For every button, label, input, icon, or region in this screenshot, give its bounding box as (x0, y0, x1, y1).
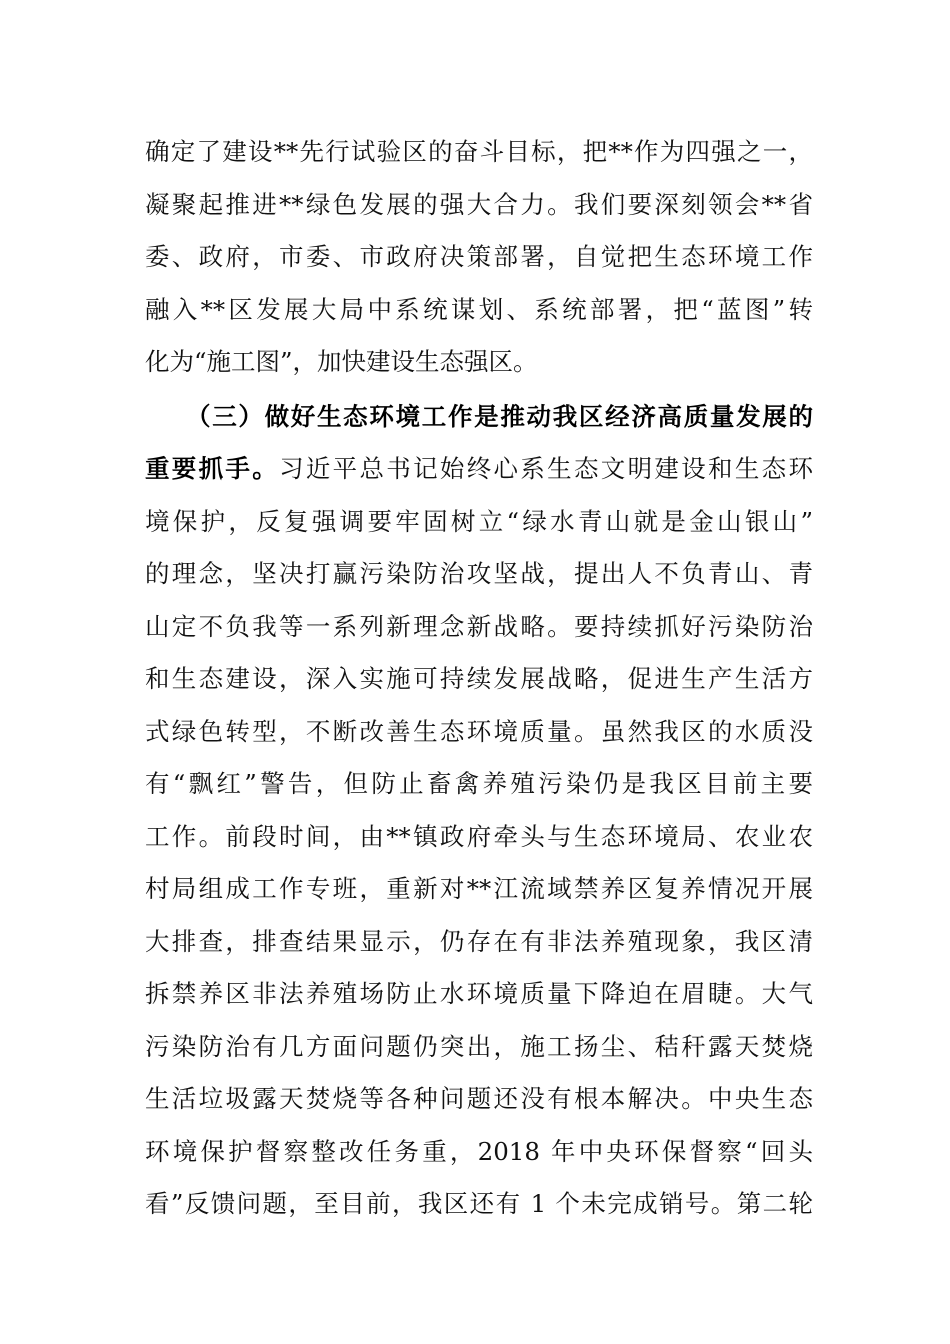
paragraph-2-line (145, 443, 813, 496)
paragraph-2-line: 看”反馈问题，至目前，我区还有 1 个未完成销号。第二轮 (145, 1189, 813, 1218)
paragraph-2-line: 山定不负我等一系列新理念新战略。要持续抓好污染防治 (145, 611, 813, 641)
section-heading: （三）做好生态环境工作是推动我区经济高质量发展的 (186, 401, 813, 431)
paragraph-2-line: 生活垃圾露天焚烧等各种问题还没有根本解决。中央生态 (145, 1084, 813, 1113)
paragraph-2-line: 大排查，排查结果显示，仍存在有非法养殖现象，我区清 (145, 926, 813, 956)
paragraph-2-line: 环境保护督察整改任务重，2018 年中央环保督察“回头 (145, 1136, 813, 1166)
paragraph-2-line: 拆禁养区非法养殖场防止水环境质量下降迫在眉睫。大气 (145, 979, 813, 1008)
paragraph-1-line: 融入**区发展大局中系统谋划、系统部署，把“蓝图”转 (145, 294, 813, 324)
paragraph-1 (145, 126, 813, 389)
paragraph-2-text: 习近平总书记始终心系生态文明建设和生态环 (279, 454, 813, 483)
section-heading-end: 重要抓手。 (145, 454, 280, 483)
paragraph-2-line: 境保护，反复强调要牢固树立“绿水青山就是金山银山” (145, 506, 813, 536)
paragraph-2-line: 污染防治有几方面问题仍突出，施工扬尘、秸秆露天焚烧 (145, 1031, 813, 1061)
paragraph-2-line: 式绿色转型，不断改善生态环境质量。虽然我区的水质没 (145, 716, 813, 746)
paragraph-2-line: 工作。前段时间，由**镇政府牵头与生态环境局、农业农 (145, 821, 813, 851)
paragraph-1-line: 化为“施工图”，加快建设生态强区。 (145, 347, 538, 376)
paragraph-1-line: 凝聚起推进**绿色发展的强大合力。我们要深刻领会**省 (145, 189, 813, 219)
paragraph-2 (145, 391, 813, 1231)
paragraph-1-line: 委、政府，市委、市政府决策部署，自觉把生态环境工作 (145, 242, 813, 271)
paragraph-2-line: 村局组成工作专班，重新对**江流域禁养区复养情况开展 (145, 874, 813, 903)
paragraph-2-line: 的理念，坚决打赢污染防治攻坚战，提出人不负青山、青 (145, 559, 813, 588)
document-body (145, 126, 813, 1231)
paragraph-1-line: 确定了建设**先行试验区的奋斗目标，把**作为四强之一， (145, 137, 813, 166)
paragraph-2-line: 和生态建设，深入实施可持续发展战略，促进生产生活方 (145, 664, 813, 693)
paragraph-2-line: 有“飘红”警告，但防止畜禽养殖污染仍是我区目前主要 (145, 769, 813, 798)
